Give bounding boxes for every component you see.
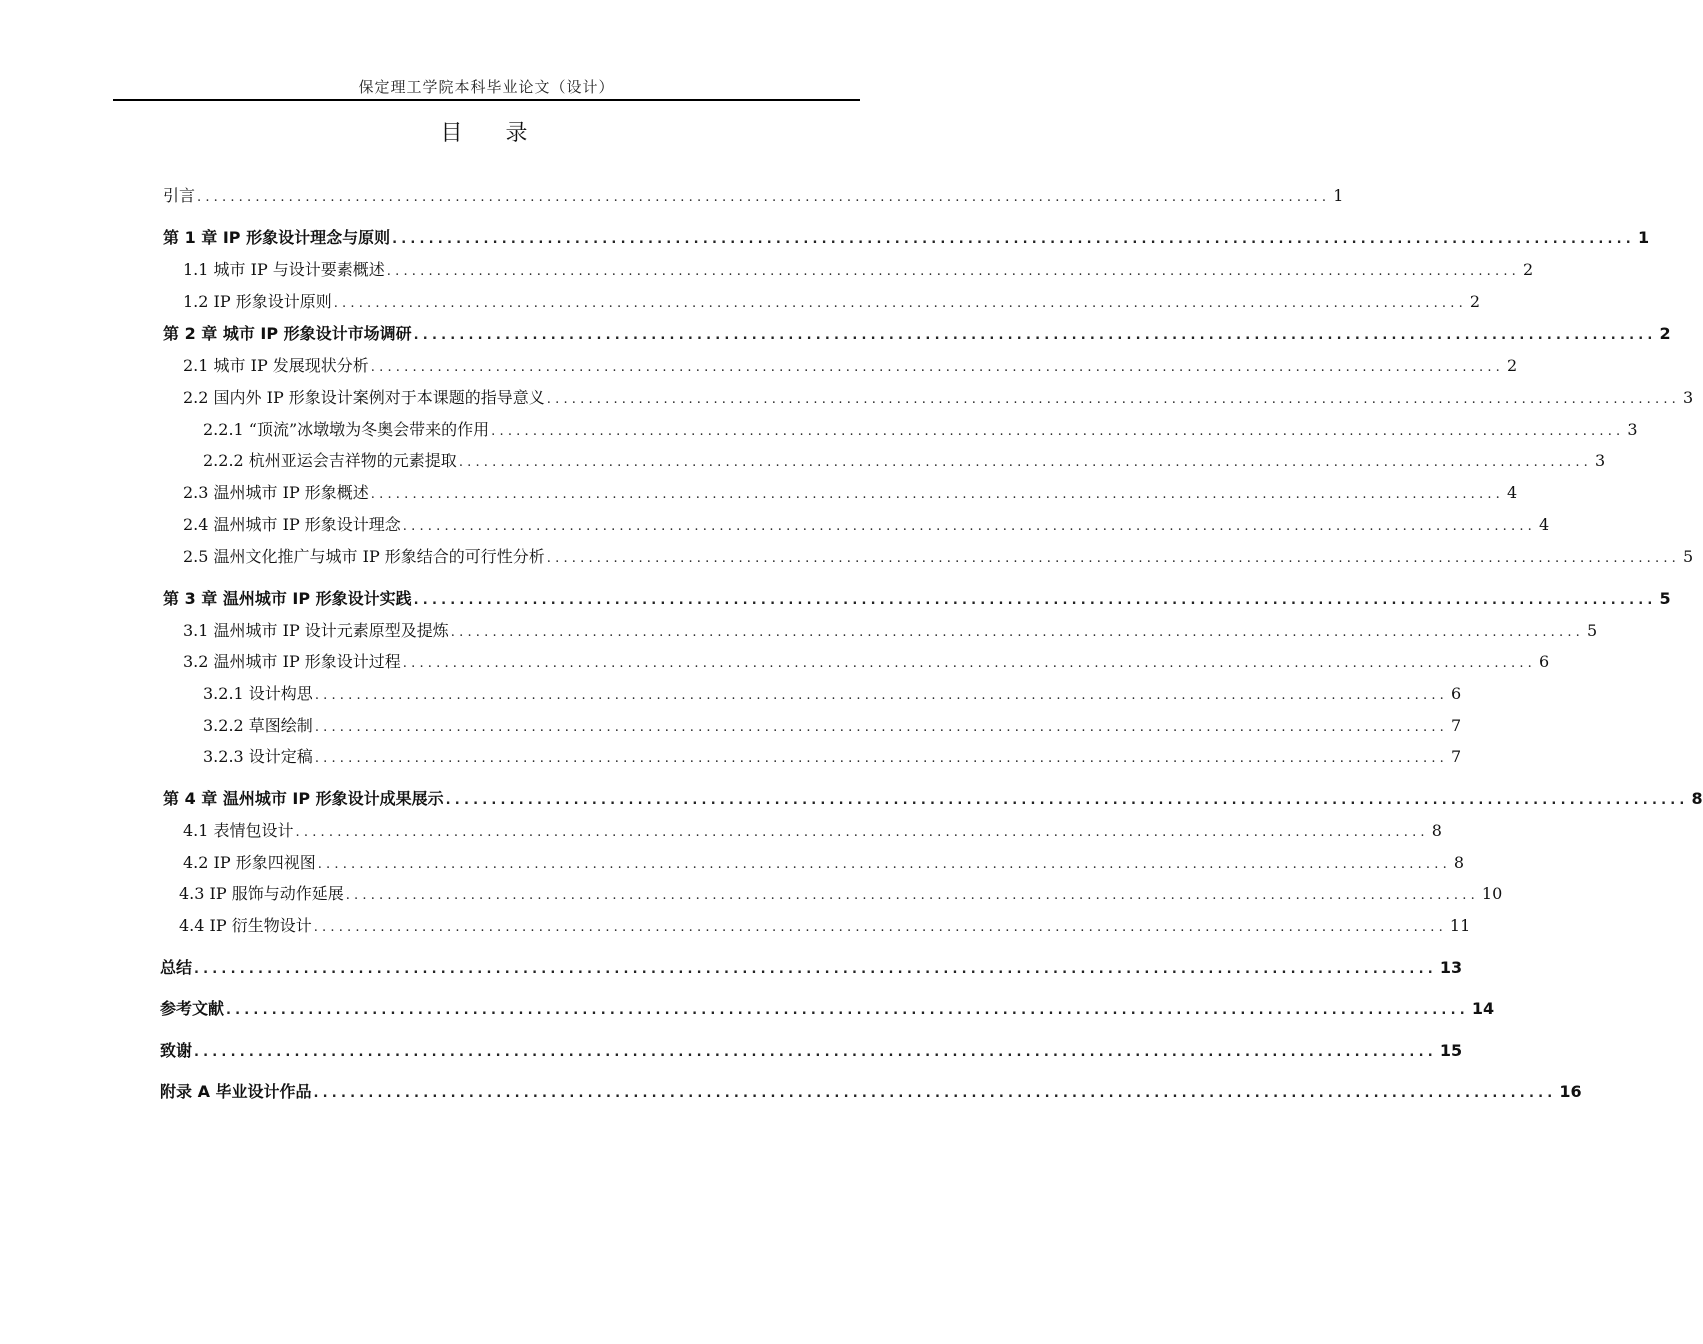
toc-entry-title: 4.3 IP 服饰与动作延展 bbox=[179, 884, 344, 903]
toc-entry-page: 6 bbox=[1451, 684, 1462, 703]
toc-entry-2-4[interactable] bbox=[183, 513, 1550, 537]
toc-leader-dots: ........................................................................................................................................ bbox=[313, 1086, 1557, 1101]
toc-entry-page: 5 bbox=[1683, 547, 1694, 566]
toc-leader-dots: ........................................................................................................................................ bbox=[194, 962, 1437, 977]
toc-entry-title: 2.3 温州城市 IP 形象概述 bbox=[183, 483, 369, 502]
toc-entry-chapter-3[interactable] bbox=[163, 587, 1671, 611]
toc-entry-page: 10 bbox=[1481, 884, 1503, 903]
header-rule bbox=[113, 99, 860, 101]
toc-entry-2-2-1[interactable] bbox=[203, 418, 1638, 442]
toc-entry-page: 2 bbox=[1659, 324, 1671, 343]
toc-entry-title: 2.2.1 “顶流”冰墩墩为冬奥会带来的作用 bbox=[203, 420, 490, 439]
toc-entry-title: 第 4 章 温州城市 IP 形象设计成果展示 bbox=[163, 789, 444, 808]
toc-entry-page: 5 bbox=[1659, 589, 1671, 608]
toc-leader-dots: ........................................................................................................................................ bbox=[197, 190, 1331, 205]
toc-leader-dots: ........................................................................................................................................ bbox=[491, 424, 1625, 439]
toc-entry-title: 致谢 bbox=[160, 1041, 193, 1060]
toc-leader-dots: ........................................................................................................................................ bbox=[194, 1045, 1437, 1060]
toc-entry-2-2-2[interactable] bbox=[203, 449, 1606, 473]
toc-entry-title: 总结 bbox=[160, 958, 193, 977]
toc-entry-page: 4 bbox=[1539, 515, 1550, 534]
toc-leader-dots: ........................................................................................................................................ bbox=[313, 920, 1447, 935]
toc-entry-title: 3.1 温州城市 IP 设计元素原型及提炼 bbox=[183, 621, 449, 640]
toc-entry-page: 16 bbox=[1559, 1082, 1582, 1101]
toc-leader-dots: ........................................................................................................................................ bbox=[402, 519, 1536, 534]
toc-entry-title: 1.2 IP 形象设计原则 bbox=[183, 292, 332, 311]
toc-entry-page: 13 bbox=[1439, 958, 1463, 977]
toc-entry-title: 3.2.1 设计构思 bbox=[203, 684, 313, 703]
toc-leader-dots: ........................................................................................................................................ bbox=[345, 888, 1479, 903]
toc-leader-dots: ........................................................................................................................................ bbox=[386, 264, 1520, 279]
toc-entry-page: 11 bbox=[1449, 916, 1471, 935]
toc-entry-title: 第 2 章 城市 IP 形象设计市场调研 bbox=[163, 324, 412, 343]
toc-entry-page: 3 bbox=[1627, 420, 1638, 439]
toc-entry-3-1[interactable] bbox=[183, 619, 1598, 643]
toc-entry-4-3[interactable] bbox=[179, 882, 1503, 906]
toc-entry-references[interactable] bbox=[160, 997, 1495, 1021]
toc-leader-dots: ........................................................................................................................................ bbox=[413, 328, 1657, 343]
toc-entry-title: 3.2.3 设计定稿 bbox=[203, 747, 313, 766]
toc-leader-dots: ........................................................................................................................................ bbox=[402, 656, 1536, 671]
toc-entry-page: 8 bbox=[1453, 853, 1465, 872]
toc-entry-chapter-4[interactable] bbox=[163, 787, 1703, 811]
toc-entry-3-2-3[interactable] bbox=[203, 745, 1462, 769]
toc-entry-title: 参考文献 bbox=[160, 999, 225, 1018]
toc-entry-page: 4 bbox=[1507, 483, 1518, 502]
toc-entry-page: 14 bbox=[1471, 999, 1495, 1018]
toc-entry-summary[interactable] bbox=[160, 956, 1463, 980]
toc-entry-title: 2.2 国内外 IP 形象设计案例对于本课题的指导意义 bbox=[183, 388, 545, 407]
toc-entry-title: 3.2.2 草图绘制 bbox=[203, 716, 313, 735]
toc-entry-title: 2.4 温州城市 IP 形象设计理念 bbox=[183, 515, 401, 534]
toc-entry-chapter-2[interactable] bbox=[163, 322, 1671, 346]
toc-entry-page: 6 bbox=[1539, 652, 1550, 671]
toc-leader-dots: ........................................................................................................................................ bbox=[314, 720, 1449, 735]
toc-leader-dots: ........................................................................................................................................ bbox=[392, 232, 1635, 247]
toc-entry-page: 1 bbox=[1637, 228, 1650, 247]
toc-entry-introduction[interactable] bbox=[163, 184, 1344, 208]
toc-entry-4-2[interactable] bbox=[183, 851, 1465, 875]
toc-entry-page: 7 bbox=[1451, 716, 1462, 735]
toc-entry-title: 附录 A 毕业设计作品 bbox=[160, 1082, 312, 1101]
toc-entry-acknowledgements[interactable] bbox=[160, 1039, 1463, 1063]
toc-entry-page: 3 bbox=[1595, 451, 1606, 470]
toc-entry-title: 引言 bbox=[163, 186, 196, 205]
toc-leader-dots: ........................................................................................................................................ bbox=[413, 593, 1657, 608]
toc-entry-title: 4.4 IP 衍生物设计 bbox=[179, 916, 312, 935]
toc-entry-page: 7 bbox=[1451, 747, 1462, 766]
toc-entry-4-4[interactable] bbox=[179, 914, 1471, 938]
toc-entry-3-2[interactable] bbox=[183, 650, 1550, 674]
toc-leader-dots: ........................................................................................................................................ bbox=[546, 392, 1680, 407]
toc-leader-dots: ........................................................................................................................................ bbox=[295, 825, 1429, 840]
toc-entry-title: 2.2.2 杭州亚运会吉祥物的元素提取 bbox=[203, 451, 457, 470]
toc-entry-title: 2.1 城市 IP 发展现状分析 bbox=[183, 356, 369, 375]
toc-entry-title: 3.2 温州城市 IP 形象设计过程 bbox=[183, 652, 401, 671]
toc-entry-2-5[interactable] bbox=[183, 545, 1694, 569]
toc-entry-title: 1.1 城市 IP 与设计要素概述 bbox=[183, 260, 385, 279]
toc-entry-page: 2 bbox=[1523, 260, 1534, 279]
toc-title: 目 录 bbox=[440, 121, 546, 146]
toc-entry-2-2[interactable] bbox=[183, 386, 1694, 410]
toc-entry-1-2[interactable] bbox=[183, 290, 1481, 314]
page-header: 保定理工学院本科毕业论文（设计） bbox=[358, 78, 615, 96]
toc-leader-dots: ........................................................................................................................................ bbox=[314, 751, 1449, 766]
toc-entry-3-2-1[interactable] bbox=[203, 682, 1462, 706]
toc-leader-dots: ........................................................................................................................................ bbox=[370, 360, 1504, 375]
toc-leader-dots: ........................................................................................................................................ bbox=[317, 857, 1451, 872]
toc-entry-3-2-2[interactable] bbox=[203, 714, 1462, 738]
toc-entry-2-1[interactable] bbox=[183, 354, 1518, 378]
toc-leader-dots: ........................................................................................................................................ bbox=[458, 455, 1593, 470]
toc-entry-1-1[interactable] bbox=[183, 258, 1534, 282]
toc-entry-2-3[interactable] bbox=[183, 481, 1518, 505]
toc-entry-title: 2.5 温州文化推广与城市 IP 形象结合的可行性分析 bbox=[183, 547, 545, 566]
toc-entry-page: 15 bbox=[1439, 1041, 1463, 1060]
toc-entry-page: 2 bbox=[1507, 356, 1518, 375]
toc-leader-dots: ........................................................................................................................................ bbox=[333, 296, 1467, 311]
toc-leader-dots: ........................................................................................................................................ bbox=[226, 1003, 1469, 1018]
toc-entry-4-1[interactable] bbox=[183, 819, 1442, 843]
toc-entry-title: 4.1 表情包设计 bbox=[183, 821, 294, 840]
toc-entry-page: 3 bbox=[1683, 388, 1694, 407]
toc-leader-dots: ........................................................................................................................................ bbox=[314, 688, 1449, 703]
toc-entry-page: 2 bbox=[1469, 292, 1481, 311]
toc-leader-dots: ........................................................................................................................................ bbox=[445, 793, 1689, 808]
toc-entry-title: 第 3 章 温州城市 IP 形象设计实践 bbox=[163, 589, 412, 608]
toc-leader-dots: ........................................................................................................................................ bbox=[546, 551, 1680, 566]
toc-entry-page: 8 bbox=[1431, 821, 1442, 840]
toc-entry-page: 1 bbox=[1333, 186, 1344, 205]
toc-entry-title: 4.2 IP 形象四视图 bbox=[183, 853, 316, 872]
toc-leader-dots: ........................................................................................................................................ bbox=[370, 487, 1504, 502]
toc-entry-page: 5 bbox=[1587, 621, 1598, 640]
toc-leader-dots: ........................................................................................................................................ bbox=[450, 625, 1584, 640]
toc-entry-appendix-a[interactable] bbox=[160, 1080, 1582, 1104]
toc-entry-title: 第 1 章 IP 形象设计理念与原则 bbox=[163, 228, 391, 247]
toc-entry-page: 8 bbox=[1691, 789, 1703, 808]
toc-entry-chapter-1[interactable] bbox=[163, 226, 1650, 250]
